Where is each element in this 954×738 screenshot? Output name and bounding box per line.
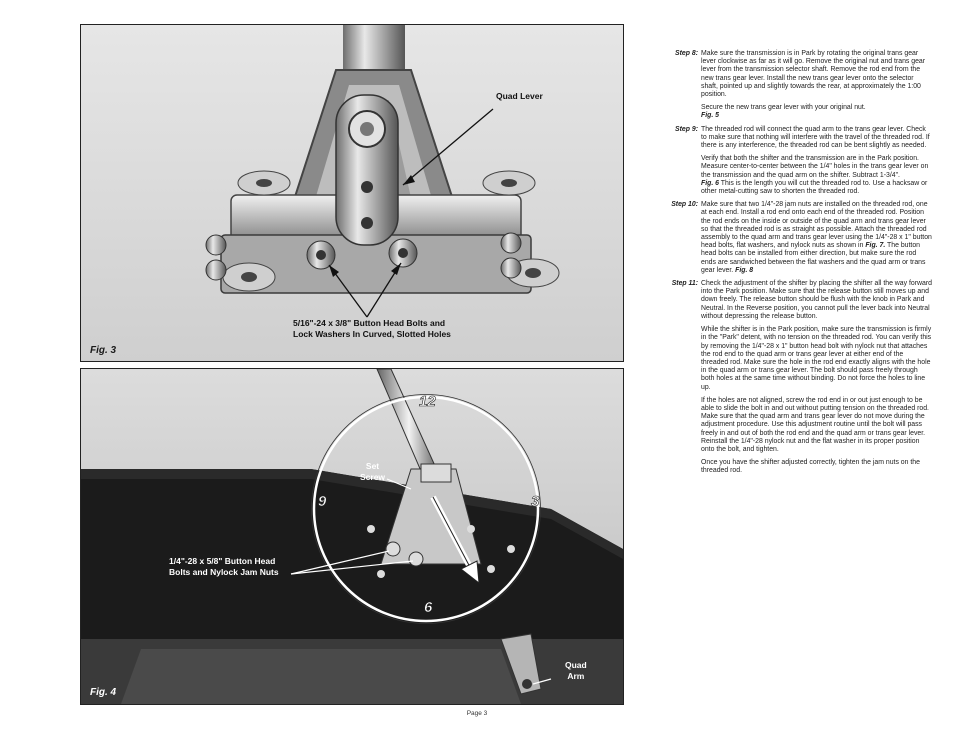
callout-jam-nuts-line-2: Bolts and Nylock Jam Nuts (169, 567, 279, 577)
step-8-paragraph-2-text: Secure the new trans gear lever with your original nut. (701, 104, 866, 112)
step-8 (664, 50, 932, 121)
shifter-top-view-illustration (81, 25, 623, 361)
step-10-paragraph-1-text: Make sure that two 1/4"-28 jam nuts are installed on the threaded rod, one at each end. Install a rod end onto each end of the threaded rod. Position the rod ends on the inside or outside of the quad arm and trans gear lever so that the threaded rod is as straight as possible. Attach the threaded rod assembly to the quad arm and trans gear lever using the 1/4"-28 x 1" button head bolts, flat washers, and nylock nuts as shown in (701, 201, 932, 250)
callout-bolts-line-2: Lock Washers In Curved, Slotted Holes (293, 329, 451, 339)
step-9-paragraph-2-after: This is the length you will cut the threaded rod to. Use a hacksaw or other metal-cutting saw to shorten the threaded rod. (701, 179, 928, 196)
page-number: Page 3 (466, 710, 488, 717)
step-10-label: Step 10: (671, 201, 698, 209)
step-9-label: Step 9: (675, 125, 698, 133)
callout-bolts-line-1: 5/16"-24 x 3/8" Button Head Bolts and (293, 318, 446, 328)
instructions-column (664, 50, 932, 481)
figure-3-photo (80, 24, 624, 362)
figure-4-label: Fig. 4 (90, 687, 117, 698)
step-10 (664, 201, 932, 275)
step-8-label: Step 8: (675, 50, 698, 57)
callout-quad-arm-line-2: Arm (567, 671, 585, 681)
callout-quad-lever: Quad Lever (496, 91, 543, 101)
callout-button-head-bolts (293, 318, 451, 340)
callout-set-screw-line-2: Screw (360, 472, 386, 482)
callout-set-screw-line-1: Set (365, 461, 380, 471)
callout-set-screw (360, 461, 385, 483)
step-9-paragraph-2-text: Verify that both the shifter and the transmission are in the Park position. Measure center-to-center between the 1/4" holes in the trans gear lever on the transmission and the quad arm on the shifter. Subtract 1-3/4". (701, 155, 929, 179)
shifter-side-view-illustration (81, 369, 623, 704)
step-9 (664, 126, 932, 197)
clock-marker-9: 9 (318, 493, 327, 510)
callout-quad-arm-line-1: Quad (565, 660, 587, 670)
clock-marker-3: 3 (531, 493, 540, 510)
figure-4-photo (80, 368, 624, 705)
step-11-paragraph-4: Once you have the shifter adjusted correctly, tighten the jam nuts on the threaded rod. (701, 459, 920, 475)
figure-ref-fig-8: Fig. 8 (735, 266, 754, 274)
figure-ref-fig-5: Fig. 5 (701, 112, 719, 120)
figure-ref-fig-7: Fig. 7. (865, 242, 886, 250)
step-11-paragraph-2: While the shifter is in the Park position, make sure the transmission is firmly in the "Park" detent, with no tension on the threaded rod. You can verify this by removing the 1/4"-28 x 1" button head bolt with nylock nut that attaches the rod end to the quad arm or trans gear lever at either end of the threaded rod. Make sure the hole in the rod end exactly aligns with the hole in the quad arm or trans gear lever. The bolt should pass freely through both holes at the same time without binding. Do not force the holes to line up. (701, 326, 932, 391)
callout-jam-nuts-line-1: 1/4"-28 x 5/8" Button Head (169, 556, 276, 566)
step-8-paragraph-1: Make sure the transmission is in Park by rotating the original trans gear lever clockwise as far as it will go. Remove the original nut and trans gear lever from the transmission selector shaft. Remove the rod end from the new trans gear lever. Install the new trans gear lever onto the selector shaft, pointed up and slightly towards the rear, at approximately the 1:00 position. (701, 50, 926, 99)
step-11-paragraph-3: If the holes are not aligned, screw the rod end in or out just enough to be able to slide the bolt in and out without putting tension on the threaded rod. Make sure that the quad arm and trans gear lever do not move during the adjustment procedure. Use this adjustment routine until the bolt will pass freely in and out of both the rod end and the quad arm or trans gear lever. Reinstall the 1/4"-28 nylock nut and the flat washer in its proper position onto the bolt, and tighten. (701, 396, 929, 453)
figure-3-label: Fig. 3 (90, 345, 117, 356)
step-10-paragraph-1-after: The button head bolts can be installed from either direction, but make sure the rod ends are sandwiched between the flat washers and the quad arm or trans gear lever. (701, 242, 926, 274)
callout-jam-nuts (169, 556, 279, 578)
figure-ref-fig-6: Fig. 6 (701, 179, 719, 187)
step-9-paragraph-1: The threaded rod will connect the quad arm to the trans gear lever. Check to make sure that nothing will interfere with the travel of the threaded rod. If there is any interference, the threaded rod can be bent slightly as needed. (701, 125, 930, 150)
clock-marker-6: 6 (424, 599, 433, 616)
step-10-paragraph-1 (701, 201, 932, 275)
step-11 (664, 280, 932, 475)
step-9-paragraph-2 (701, 155, 932, 196)
step-11-paragraph-1: Check the adjustment of the shifter by placing the shifter all the way forward into the Park position. Make sure that the release button still moves up and down freely. The release button should be flush with the knob in Park and Neutral. In the Reverse position, you cannot pull the lever back into Neutral without depressing the release button. (701, 280, 932, 320)
step-8-paragraph-2 (701, 104, 932, 120)
step-11-label: Step 11: (671, 280, 698, 288)
callout-quad-arm (565, 660, 587, 682)
clock-marker-12: 12 (419, 393, 436, 410)
